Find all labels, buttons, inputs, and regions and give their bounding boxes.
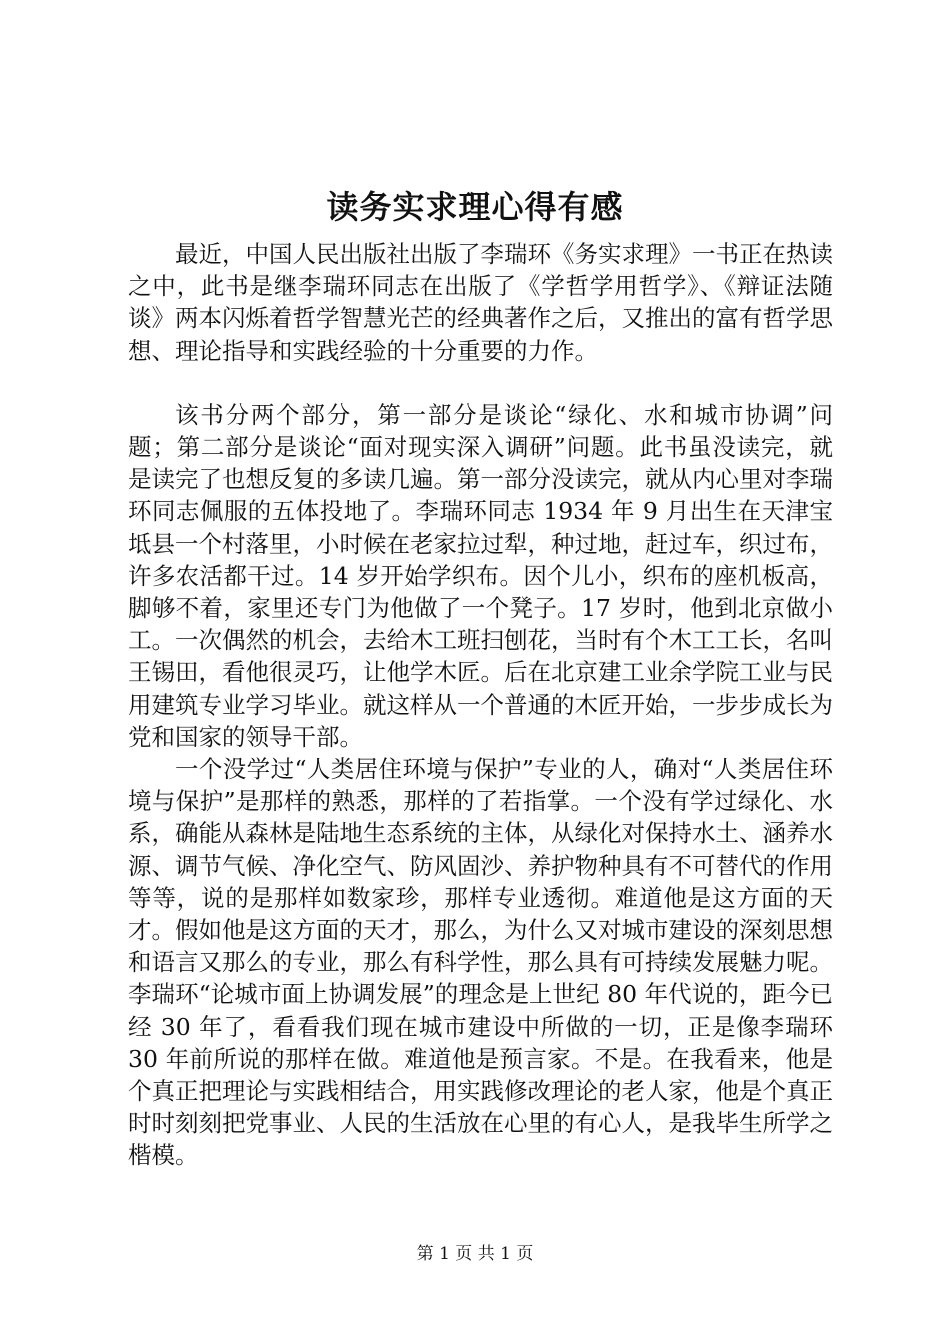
paragraph-1: 最近，中国人民出版社出版了李瑞环《务实求理》一书正在热读之中，此书是继李瑞环同志在出版了《学哲学用哲学》、《辩证法随谈》两本闪烁着哲学智慧光芒的经典著作之后，又推出的富有哲学思想、理论指导和实践经验的十分重要的力作。 [128, 240, 833, 365]
document-title: 读务实求理心得有感 [326, 188, 624, 226]
paragraph-3: 一个没学过“人类居住环境与保护”专业的人，确对“人类居住环境与保护”是那样的熟悉，那样的了若指掌。一个没有学过绿化、水系，确能从森林是陆地生态系统的主体，从绿化对保持水土、涵养水源、调节气候、净化空气、防风固沙、养护物种具有不可替代的作用等等，说的是那样如数家珍，那样专业透彻。难道他是这方面的天才。假如他是这方面的天才，那么，为什么又对城市建设的深刻思想和语言又那么的专业，那么有科学性，那么具有可持续发展魅力呢。李瑞环“论城市面上协调发展”的理念是上世纪 80 年代说的，距今已经 30 年了，看看我们现在城市建设中所做的一切，正是像李瑞环 30 年前所说的那样在做。难道他是预言家。不是。在我看来，他是个真正把理论与实践相结合，用实践修改理论的老人家，他是个真正时时刻刻把党事业、人民的生活放在心里的有心人，是我毕生所学之楷模。 [128, 755, 833, 1170]
page-footer: 第 1 页 共 1 页 [416, 1244, 534, 1264]
paragraph-2: 该书分两个部分，第一部分是谈论“绿化、水和城市协调”问题；第二部分是谈论“面对现实深入调研”问题。此书虽没读完，就是读完了也想反复的多读几遍。第一部分没读完，就从内心里对李瑞环同志佩服的五体投地了。李瑞环同志 1934 年 9 月出生在天津宝坻县一个村落里，小时候在老家拉过犁，种过地，赶过车，织过布，许多农活都干过。14 岁开始学织布。因个儿小，织布的座机板高，脚够不着，家里还专门为他做了一个凳子。17 岁时，他到北京做小工。一次偶然的机会，去给木工班扫刨花，当时有个木工工长，名叫王锡田，看他很灵巧，让他学木匠。后在北京建工业余学院工业与民用建筑专业学习毕业。就这样从一个普通的木匠开始，一步步成长为党和国家的领导干部。 [128, 400, 833, 751]
document-body [128, 238, 833, 1172]
